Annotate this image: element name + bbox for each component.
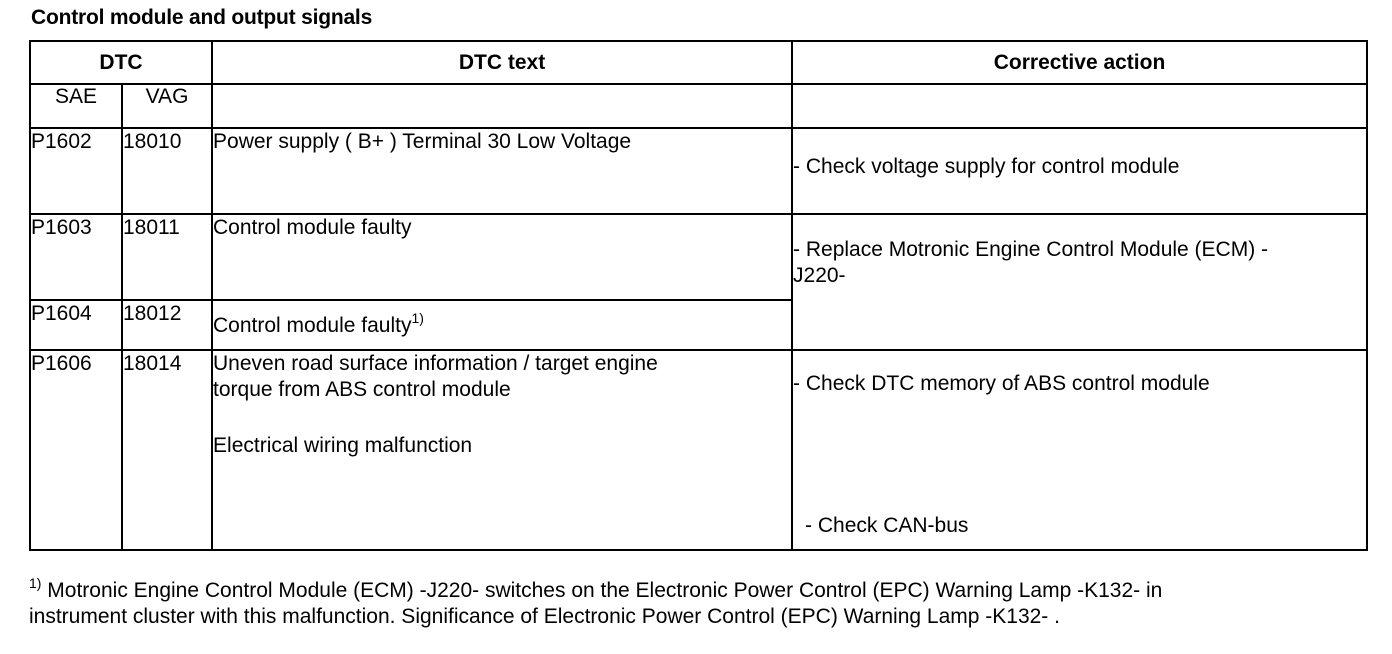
dtc-text: Power supply ( B+ ) Terminal 30 Low Voltage	[212, 128, 792, 214]
footnote-text: Motronic Engine Control Module (ECM) -J220- switches on the Electronic Power Control (EPC) Warning Lamp -K132- in	[47, 579, 1163, 602]
dtc-text	[212, 300, 792, 350]
header-row	[30, 41, 1367, 84]
table-row	[30, 128, 1367, 214]
table-row	[30, 214, 1367, 300]
dtc-text-line: Uneven road surface information / target engine	[213, 352, 658, 375]
footnote	[29, 575, 1369, 630]
dtc-text-value: Control module faulty	[213, 314, 412, 337]
corrective-action	[792, 128, 1367, 214]
action-line: - Check voltage supply for control module	[793, 155, 1180, 178]
footnote-marker: 1)	[29, 575, 42, 591]
table-row	[30, 350, 1367, 550]
subheader-row	[30, 84, 1367, 128]
footnote-line: instrument cluster with this malfunction. Significance of Electronic Power Control (EPC) Warning Lamp -K132- .	[29, 605, 1060, 628]
footnote-line	[29, 575, 1369, 604]
vag-code: 18012	[122, 300, 212, 350]
header-corrective-action: Corrective action	[792, 41, 1367, 84]
sae-code: P1602	[30, 128, 122, 214]
subheader-empty-text	[212, 84, 792, 128]
sae-code: P1604	[30, 300, 122, 350]
footnote-marker: 1)	[411, 310, 424, 326]
action-line: - Replace Motronic Engine Control Module (ECM) -	[793, 238, 1269, 261]
vag-code: 18014	[122, 350, 212, 550]
dtc-text	[212, 350, 792, 550]
page-title: Control module and output signals	[31, 6, 373, 29]
action-line: - Check CAN-bus	[805, 514, 969, 537]
dtc-text-line: torque from ABS control module	[213, 378, 511, 401]
corrective-action	[792, 214, 1367, 350]
header-vag: VAG	[122, 84, 212, 128]
vag-code: 18010	[122, 128, 212, 214]
dtc-text-line: Electrical wiring malfunction	[213, 434, 473, 457]
header-sae: SAE	[30, 84, 122, 128]
dtc-table	[29, 40, 1368, 551]
subheader-empty-action	[792, 84, 1367, 128]
header-dtc: DTC	[30, 41, 212, 84]
sae-code: P1603	[30, 214, 122, 300]
action-line: - Check DTC memory of ABS control module	[793, 372, 1210, 395]
spacer	[213, 403, 791, 433]
dtc-text: Control module faulty	[212, 214, 792, 300]
corrective-action	[792, 350, 1367, 550]
action-line: J220-	[793, 264, 846, 287]
header-dtc-text: DTC text	[212, 41, 792, 84]
vag-code: 18011	[122, 214, 212, 300]
sae-code: P1606	[30, 350, 122, 550]
